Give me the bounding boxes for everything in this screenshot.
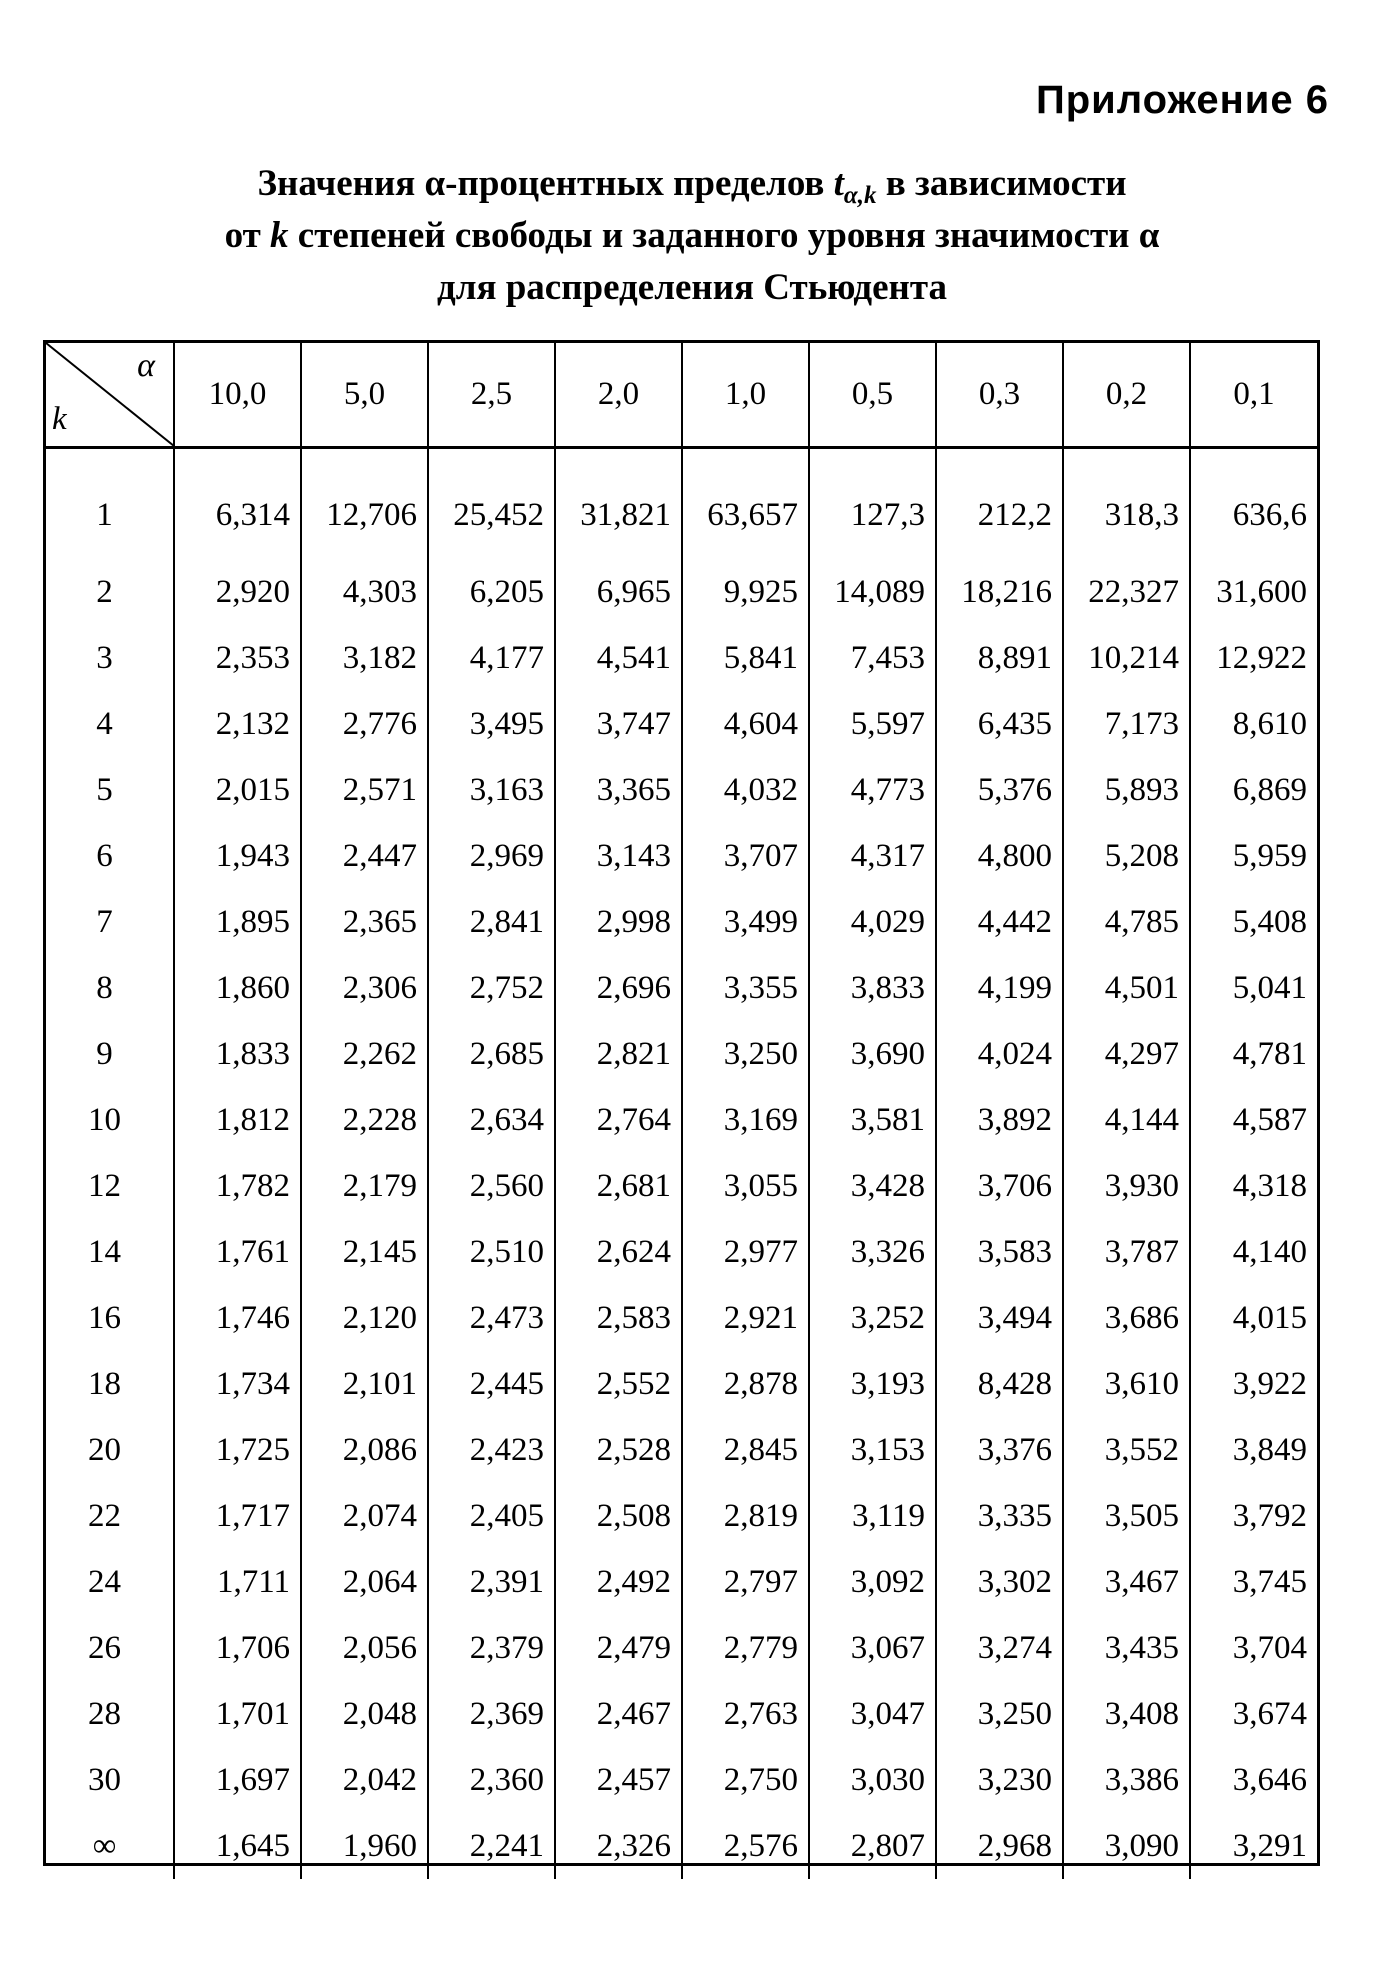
k-cell: 20 <box>88 1431 121 1468</box>
k-cell: 7 <box>96 903 113 940</box>
value-cell: 4,800 <box>936 823 1063 889</box>
value-cell: 2,752 <box>428 955 555 1021</box>
value-cell: 3,581 <box>809 1087 936 1153</box>
header-cell: 0,2 <box>1063 343 1190 448</box>
value-cell: 1,717 <box>174 1483 301 1549</box>
value-cell: 3,092 <box>809 1549 936 1615</box>
value-cell: 2,998 <box>555 889 682 955</box>
caption-text: от <box>224 215 271 256</box>
k-cell: 22 <box>88 1497 121 1534</box>
value-cell: 2,841 <box>428 889 555 955</box>
value-cell: 4,317 <box>809 823 936 889</box>
value-cell: 2,326 <box>555 1813 682 1879</box>
value-cell: 3,707 <box>682 823 809 889</box>
value-cell: 3,169 <box>682 1087 809 1153</box>
k-cell: 26 <box>88 1629 121 1666</box>
k-cell: 30 <box>88 1761 121 1798</box>
value-cell: 1,701 <box>174 1681 301 1747</box>
value-cell: 5,376 <box>936 757 1063 823</box>
header-cell: 5,0 <box>301 343 428 448</box>
value-cell: 31,600 <box>1190 559 1317 625</box>
table-row <box>46 757 1317 823</box>
value-cell: 3,250 <box>936 1681 1063 1747</box>
value-cell: 2,560 <box>428 1153 555 1219</box>
header-cell: 2,5 <box>428 343 555 448</box>
value-cell: 1,761 <box>174 1219 301 1285</box>
value-cell: 3,291 <box>1190 1813 1317 1879</box>
value-cell: 3,792 <box>1190 1483 1317 1549</box>
k-label: k <box>52 401 67 437</box>
caption-text: Значения α-процентных пределов <box>257 163 834 204</box>
value-cell: 4,781 <box>1190 1021 1317 1087</box>
value-cell: 3,365 <box>555 757 682 823</box>
value-cell: 12,922 <box>1190 625 1317 691</box>
value-cell: 4,029 <box>809 889 936 955</box>
value-cell: 2,064 <box>301 1549 428 1615</box>
value-cell: 6,314 <box>174 448 301 560</box>
value-cell: 8,610 <box>1190 691 1317 757</box>
value-cell: 2,262 <box>301 1021 428 1087</box>
value-cell: 4,785 <box>1063 889 1190 955</box>
value-cell: 4,587 <box>1190 1087 1317 1153</box>
k-cell: 14 <box>88 1233 121 1270</box>
value-cell: 2,479 <box>555 1615 682 1681</box>
value-cell: 2,447 <box>301 823 428 889</box>
value-cell: 4,199 <box>936 955 1063 1021</box>
value-cell: 3,787 <box>1063 1219 1190 1285</box>
value-cell: 2,797 <box>682 1549 809 1615</box>
value-cell: 25,452 <box>428 448 555 560</box>
value-cell: 2,576 <box>682 1813 809 1879</box>
value-cell: 3,326 <box>809 1219 936 1285</box>
value-cell: 3,467 <box>1063 1549 1190 1615</box>
k-cell: 12 <box>88 1167 121 1204</box>
value-cell: 2,968 <box>936 1813 1063 1879</box>
value-cell: 2,369 <box>428 1681 555 1747</box>
value-cell: 1,895 <box>174 889 301 955</box>
value-cell: 5,208 <box>1063 823 1190 889</box>
value-cell: 2,685 <box>428 1021 555 1087</box>
table-row <box>46 1681 1317 1747</box>
k-cell: 6 <box>96 837 113 874</box>
table-row <box>46 1351 1317 1417</box>
value-cell: 4,501 <box>1063 955 1190 1021</box>
value-cell: 3,495 <box>428 691 555 757</box>
table-row <box>46 823 1317 889</box>
value-cell: 3,302 <box>936 1549 1063 1615</box>
value-cell: 2,042 <box>301 1747 428 1813</box>
value-cell: 7,173 <box>1063 691 1190 757</box>
value-cell: 1,697 <box>174 1747 301 1813</box>
value-cell: 3,704 <box>1190 1615 1317 1681</box>
value-cell: 4,024 <box>936 1021 1063 1087</box>
value-cell: 3,690 <box>809 1021 936 1087</box>
value-cell: 3,193 <box>809 1351 936 1417</box>
k-cell: 4 <box>96 705 113 742</box>
table-row <box>46 448 1317 560</box>
value-cell: 2,776 <box>301 691 428 757</box>
header-cell: 0,3 <box>936 343 1063 448</box>
value-cell: 5,893 <box>1063 757 1190 823</box>
alpha-label: α <box>137 347 155 384</box>
value-cell: 4,773 <box>809 757 936 823</box>
table-row <box>46 1483 1317 1549</box>
value-cell: 5,597 <box>809 691 936 757</box>
corner-cell <box>46 343 174 448</box>
value-cell: 4,297 <box>1063 1021 1190 1087</box>
k-cell: 24 <box>88 1563 121 1600</box>
table-row <box>46 691 1317 757</box>
value-cell: 2,821 <box>555 1021 682 1087</box>
value-cell: 3,143 <box>555 823 682 889</box>
value-cell: 3,930 <box>1063 1153 1190 1219</box>
table-row <box>46 1087 1317 1153</box>
value-cell: 4,015 <box>1190 1285 1317 1351</box>
value-cell: 2,445 <box>428 1351 555 1417</box>
value-cell: 2,120 <box>301 1285 428 1351</box>
value-cell: 1,711 <box>174 1549 301 1615</box>
value-cell: 3,499 <box>682 889 809 955</box>
table-row <box>46 559 1317 625</box>
value-cell: 6,965 <box>555 559 682 625</box>
value-cell: 318,3 <box>1063 448 1190 560</box>
value-cell: 6,205 <box>428 559 555 625</box>
value-cell: 3,745 <box>1190 1549 1317 1615</box>
value-cell: 2,528 <box>555 1417 682 1483</box>
header-cell: 1,0 <box>682 343 809 448</box>
value-cell: 3,067 <box>809 1615 936 1681</box>
value-cell: 4,442 <box>936 889 1063 955</box>
value-cell: 2,807 <box>809 1813 936 1879</box>
value-cell: 2,750 <box>682 1747 809 1813</box>
value-cell: 4,144 <box>1063 1087 1190 1153</box>
caption-subscript: α,k <box>843 182 877 209</box>
value-cell: 4,318 <box>1190 1153 1317 1219</box>
table-caption <box>0 158 1384 314</box>
value-cell: 8,428 <box>936 1351 1063 1417</box>
value-cell: 3,706 <box>936 1153 1063 1219</box>
value-cell: 2,423 <box>428 1417 555 1483</box>
value-cell: 3,922 <box>1190 1351 1317 1417</box>
value-cell: 2,764 <box>555 1087 682 1153</box>
value-cell: 5,841 <box>682 625 809 691</box>
caption-text: степеней свободы и заданного уровня значимости α <box>288 215 1160 256</box>
k-cell: 8 <box>96 969 113 1006</box>
value-cell: 1,725 <box>174 1417 301 1483</box>
value-cell: 3,250 <box>682 1021 809 1087</box>
value-cell: 12,706 <box>301 448 428 560</box>
value-cell: 3,833 <box>809 955 936 1021</box>
value-cell: 31,821 <box>555 448 682 560</box>
value-cell: 3,435 <box>1063 1615 1190 1681</box>
header-cell: 0,1 <box>1190 343 1317 448</box>
value-cell: 3,386 <box>1063 1747 1190 1813</box>
header-cell: 2,0 <box>555 343 682 448</box>
value-cell: 2,145 <box>301 1219 428 1285</box>
value-cell: 2,074 <box>301 1483 428 1549</box>
caption-variable-k: k <box>270 215 289 256</box>
value-cell: 636,6 <box>1190 448 1317 560</box>
value-cell: 4,303 <box>301 559 428 625</box>
student-t-table <box>46 343 1317 1879</box>
value-cell: 7,453 <box>809 625 936 691</box>
value-cell: 2,467 <box>555 1681 682 1747</box>
value-cell: 127,3 <box>809 448 936 560</box>
value-cell: 2,101 <box>301 1351 428 1417</box>
value-cell: 2,508 <box>555 1483 682 1549</box>
value-cell: 10,214 <box>1063 625 1190 691</box>
table-row <box>46 1153 1317 1219</box>
value-cell: 3,686 <box>1063 1285 1190 1351</box>
value-cell: 4,541 <box>555 625 682 691</box>
value-cell: 2,391 <box>428 1549 555 1615</box>
value-cell: 2,379 <box>428 1615 555 1681</box>
value-cell: 2,819 <box>682 1483 809 1549</box>
value-cell: 2,571 <box>301 757 428 823</box>
value-cell: 4,140 <box>1190 1219 1317 1285</box>
k-cell: 2 <box>96 573 113 610</box>
k-cell: 5 <box>96 771 113 808</box>
value-cell: 18,216 <box>936 559 1063 625</box>
value-cell: 2,056 <box>301 1615 428 1681</box>
value-cell: 3,376 <box>936 1417 1063 1483</box>
header-cell: 10,0 <box>174 343 301 448</box>
table-row <box>46 1219 1317 1285</box>
k-cell: 1 <box>96 496 113 533</box>
value-cell: 63,657 <box>682 448 809 560</box>
value-cell: 1,706 <box>174 1615 301 1681</box>
value-cell: 3,335 <box>936 1483 1063 1549</box>
value-cell: 3,090 <box>1063 1813 1190 1879</box>
header-row <box>46 343 1317 448</box>
value-cell: 212,2 <box>936 448 1063 560</box>
value-cell: 14,089 <box>809 559 936 625</box>
value-cell: 2,583 <box>555 1285 682 1351</box>
value-cell: 5,408 <box>1190 889 1317 955</box>
value-cell: 1,746 <box>174 1285 301 1351</box>
value-cell: 2,492 <box>555 1549 682 1615</box>
value-cell: 3,230 <box>936 1747 1063 1813</box>
value-cell: 3,494 <box>936 1285 1063 1351</box>
value-cell: 1,782 <box>174 1153 301 1219</box>
value-cell: 5,959 <box>1190 823 1317 889</box>
caption-line-2 <box>0 210 1384 262</box>
header-cell: 0,5 <box>809 343 936 448</box>
value-cell: 1,734 <box>174 1351 301 1417</box>
value-cell: 6,435 <box>936 691 1063 757</box>
value-cell: 2,241 <box>428 1813 555 1879</box>
table-row <box>46 1549 1317 1615</box>
value-cell: 3,047 <box>809 1681 936 1747</box>
table-row <box>46 625 1317 691</box>
value-cell: 4,604 <box>682 691 809 757</box>
value-cell: 2,473 <box>428 1285 555 1351</box>
value-cell: 3,119 <box>809 1483 936 1549</box>
value-cell: 2,845 <box>682 1417 809 1483</box>
caption-line-1 <box>0 158 1384 210</box>
table-row <box>46 955 1317 1021</box>
k-cell: 28 <box>88 1695 121 1732</box>
table-row <box>46 1417 1317 1483</box>
value-cell: 2,779 <box>682 1615 809 1681</box>
value-cell: 3,610 <box>1063 1351 1190 1417</box>
table-row <box>46 1285 1317 1351</box>
value-cell: 2,552 <box>555 1351 682 1417</box>
value-cell: 4,177 <box>428 625 555 691</box>
appendix-label: Приложение 6 <box>1036 78 1329 122</box>
value-cell: 2,228 <box>301 1087 428 1153</box>
table-row <box>46 1813 1317 1879</box>
value-cell: 2,634 <box>428 1087 555 1153</box>
value-cell: 1,943 <box>174 823 301 889</box>
table-row <box>46 889 1317 955</box>
value-cell: 2,969 <box>428 823 555 889</box>
value-cell: 2,015 <box>174 757 301 823</box>
value-cell: 1,960 <box>301 1813 428 1879</box>
value-cell: 8,891 <box>936 625 1063 691</box>
value-cell: 3,153 <box>809 1417 936 1483</box>
value-cell: 6,869 <box>1190 757 1317 823</box>
value-cell: 3,583 <box>936 1219 1063 1285</box>
k-cell: 16 <box>88 1299 121 1336</box>
value-cell: 22,327 <box>1063 559 1190 625</box>
caption-variable-t: t <box>833 163 844 204</box>
value-cell: 2,306 <box>301 955 428 1021</box>
value-cell: 2,365 <box>301 889 428 955</box>
value-cell: 2,681 <box>555 1153 682 1219</box>
value-cell: 2,132 <box>174 691 301 757</box>
value-cell: 5,041 <box>1190 955 1317 1021</box>
value-cell: 2,624 <box>555 1219 682 1285</box>
value-cell: 2,920 <box>174 559 301 625</box>
value-cell: 2,921 <box>682 1285 809 1351</box>
value-cell: 3,674 <box>1190 1681 1317 1747</box>
value-cell: 3,355 <box>682 955 809 1021</box>
value-cell: 1,645 <box>174 1813 301 1879</box>
value-cell: 3,428 <box>809 1153 936 1219</box>
table-row <box>46 1021 1317 1087</box>
value-cell: 3,552 <box>1063 1417 1190 1483</box>
value-cell: 2,360 <box>428 1747 555 1813</box>
value-cell: 2,179 <box>301 1153 428 1219</box>
k-cell: 3 <box>96 639 113 676</box>
value-cell: 4,032 <box>682 757 809 823</box>
caption-line-3: для распределения Стьюдента <box>436 267 947 308</box>
k-cell: 10 <box>88 1101 121 1138</box>
value-cell: 9,925 <box>682 559 809 625</box>
value-cell: 3,030 <box>809 1747 936 1813</box>
table-row <box>46 1615 1317 1681</box>
value-cell: 1,812 <box>174 1087 301 1153</box>
value-cell: 3,252 <box>809 1285 936 1351</box>
value-cell: 1,833 <box>174 1021 301 1087</box>
value-cell: 2,086 <box>301 1417 428 1483</box>
value-cell: 3,182 <box>301 625 428 691</box>
value-cell: 3,055 <box>682 1153 809 1219</box>
value-cell: 3,274 <box>936 1615 1063 1681</box>
table-body <box>46 448 1317 1880</box>
k-cell: ∞ <box>92 1827 117 1864</box>
value-cell: 2,353 <box>174 625 301 691</box>
value-cell: 1,860 <box>174 955 301 1021</box>
value-cell: 2,457 <box>555 1747 682 1813</box>
table-row <box>46 1747 1317 1813</box>
value-cell: 3,646 <box>1190 1747 1317 1813</box>
value-cell: 2,510 <box>428 1219 555 1285</box>
value-cell: 2,878 <box>682 1351 809 1417</box>
value-cell: 2,405 <box>428 1483 555 1549</box>
table-frame <box>43 340 1320 1866</box>
value-cell: 2,977 <box>682 1219 809 1285</box>
caption-text: в зависимости <box>876 163 1127 204</box>
value-cell: 2,048 <box>301 1681 428 1747</box>
value-cell: 3,408 <box>1063 1681 1190 1747</box>
value-cell: 3,747 <box>555 691 682 757</box>
value-cell: 3,163 <box>428 757 555 823</box>
k-cell: 18 <box>88 1365 121 1402</box>
value-cell: 3,892 <box>936 1087 1063 1153</box>
k-cell: 9 <box>96 1035 113 1072</box>
value-cell: 3,505 <box>1063 1483 1190 1549</box>
value-cell: 2,696 <box>555 955 682 1021</box>
value-cell: 2,763 <box>682 1681 809 1747</box>
value-cell: 3,849 <box>1190 1417 1317 1483</box>
